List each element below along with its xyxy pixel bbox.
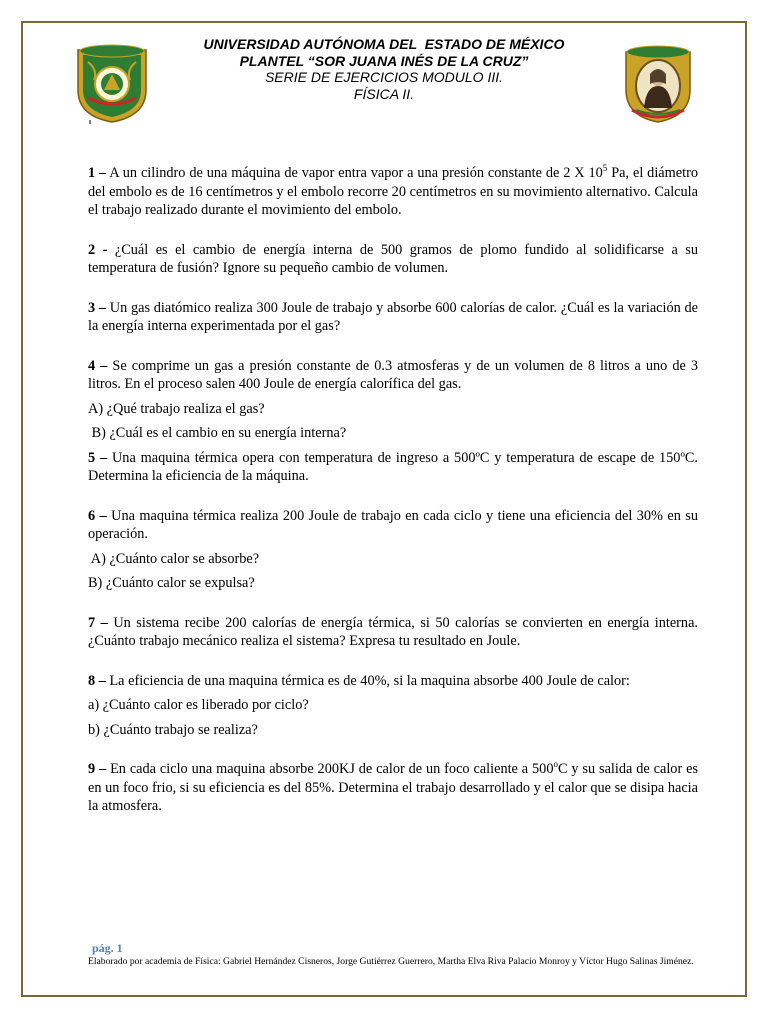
exercise-2-number: 2 - xyxy=(88,241,108,258)
exercise-8-part-a: a) ¿Cuánto calor es liberado por ciclo? xyxy=(88,697,309,713)
plantel-title: PLANTEL “SOR JUANA INÉS DE LA CRUZ” xyxy=(239,52,529,69)
exercise-5-text: Una maquina térmica opera con temperatura de ingreso a 500ºC y temperatura de escape de 150ºC. Determina la eficiencia de la máquina. xyxy=(88,449,698,484)
page-number: pág. 1 xyxy=(92,941,123,955)
exercise-2-text: ¿Cuál es el cambio de energía interna de 500 gramos de plomo fundido al solidificarse a su temperatura de fusión? Ignore su pequeño cambio de volumen. xyxy=(88,241,698,276)
exercise-9-superscript: o xyxy=(553,759,558,770)
document-header xyxy=(0,36,768,102)
exercise-4-part-a: A) ¿Qué trabajo realiza el gas? xyxy=(88,400,265,417)
subject-title: FÍSICA II. xyxy=(353,85,415,102)
exercise-6-number: 6 – xyxy=(88,507,107,524)
exercise-list xyxy=(88,164,698,816)
exercise-4-part-b: B) ¿Cuál es el cambio en su energía interna? xyxy=(88,425,347,441)
exercise-3-number: 3 – xyxy=(88,299,107,316)
exercise-1-text-a: A un cilindro de una máquina de vapor entra vapor a una presión constante de 2 X 10 xyxy=(106,165,603,181)
exercise-6-part-b: B) ¿Cuánto calor se expulsa? xyxy=(88,575,255,591)
exercise-7-number: 7 – xyxy=(88,614,108,631)
exercise-1-number: 1 – xyxy=(88,165,107,181)
exercise-5-number: 5 – xyxy=(88,449,108,466)
footer-credit: Elaborado por academia de Física: Gabriel Hernández Cisneros, Jorge Gutiérrez Guerrero, Martha Elva Riva Palacio Monroy y Víctor Hugo Salinas Jiménez. xyxy=(88,956,694,967)
exercise-2 xyxy=(88,241,698,278)
exercise-4-text: Se comprime un gas a presión constante de 0.3 atmosferas y de un volumen de 8 litros a uno de 3 litros. En el proceso salen 400 Joule de energía calorífica del gas. xyxy=(88,357,698,392)
exercise-8-number: 8 – xyxy=(88,672,106,689)
exercise-6-text: Una maquina térmica realiza 200 Joule de trabajo en cada ciclo y tiene una eficiencia del 30% en su operación. xyxy=(88,507,698,542)
exercise-1-superscript: 5 xyxy=(602,163,608,174)
exercise-4 xyxy=(88,357,698,394)
exercise-9-number: 9 – xyxy=(88,761,107,777)
exercise-5 xyxy=(88,449,698,486)
exercise-8-part-b: b) ¿Cuánto trabajo se realiza? xyxy=(88,721,258,738)
exercise-3-text: Un gas diatómico realiza 300 Joule de trabajo y absorbe 600 calorías de calor. ¿Cuál es la variación de la energía interna experimentada por el gas? xyxy=(88,299,698,334)
exercise-6 xyxy=(88,507,698,544)
university-title: UNIVERSIDAD AUTÓNOMA DEL ESTADO DE MÉXICO xyxy=(203,36,565,52)
exercise-7 xyxy=(88,614,698,651)
exercise-9-text-b: C y su salida de calor es en un foco frio, si su eficiencia es del 85%. Determina el trabajo desarrollado y el calor que se disipa hacia la atmosfera. xyxy=(88,761,698,814)
exercise-8 xyxy=(88,672,698,691)
series-title: SERIE DE EJERCICIOS MODULO III. xyxy=(264,69,504,85)
exercise-9 xyxy=(88,760,698,816)
exercise-8-text: La eficiencia de una maquina térmica es de 40%, si la maquina absorbe 400 Joule de calor: xyxy=(105,672,630,689)
exercise-1-text-b: Pa, el diámetro del embolo es de 16 centímetros y el embolo recorre 20 centímetros en su movimiento alternativo. Calcula el trabajo realizado durante el movimiento del embolo. xyxy=(88,165,699,218)
exercise-3 xyxy=(88,299,698,336)
exercise-7-text: Un sistema recibe 200 calorías de energía térmica, si 50 calorías se convierten en energía interna. ¿Cuánto trabajo mecánico realiza el sistema? Expresa tu resultado en Joule. xyxy=(88,614,698,649)
exercise-4-number: 4 – xyxy=(88,357,108,374)
exercise-6-part-a: A) ¿Cuánto calor se absorbe? xyxy=(88,550,260,567)
exercise-1 xyxy=(88,164,698,220)
exercise-9-text-a: En cada ciclo una maquina absorbe 200KJ de calor de un foco caliente a 500 xyxy=(106,761,554,777)
